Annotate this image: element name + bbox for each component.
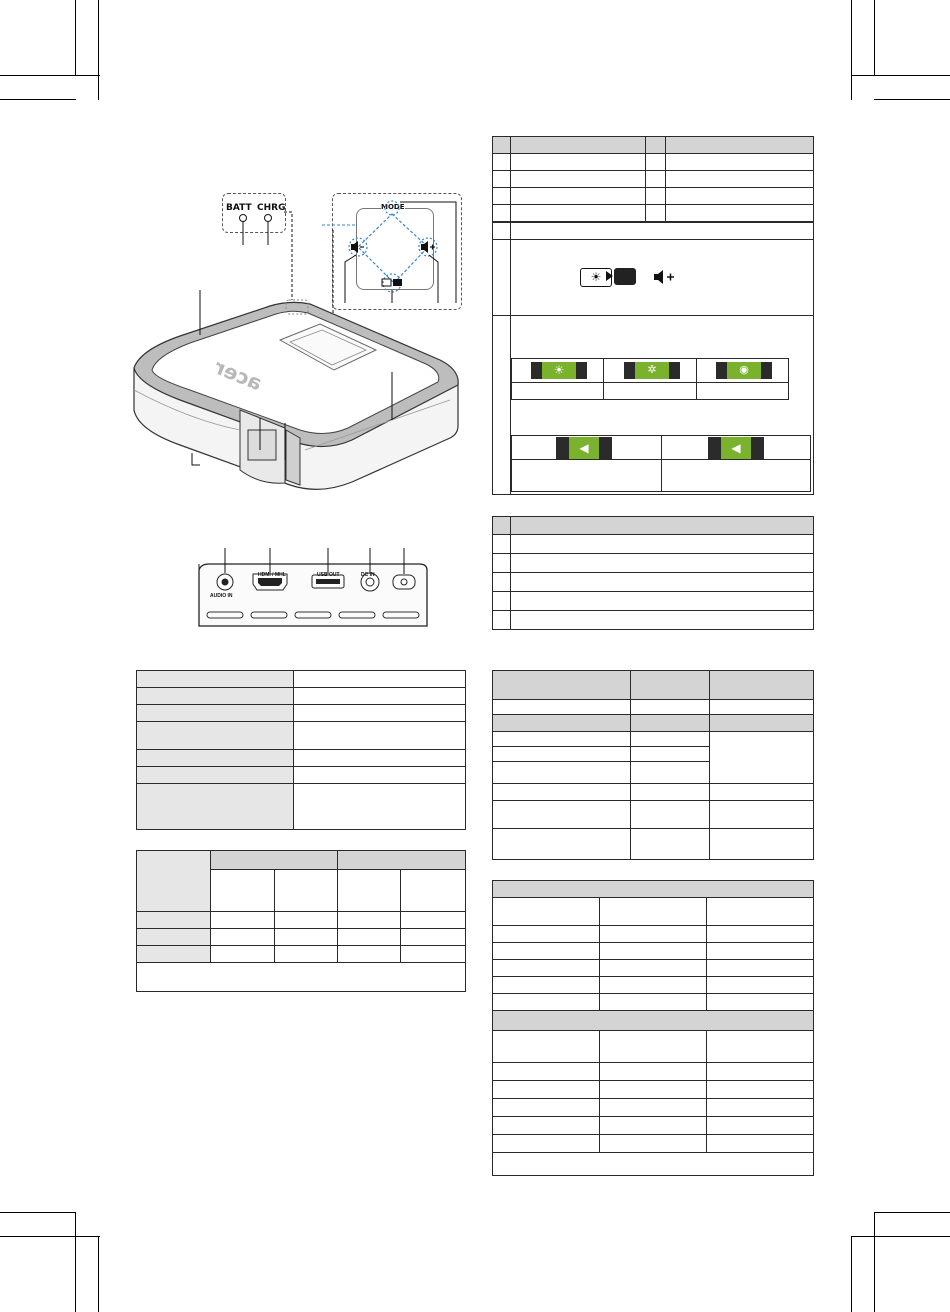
brightness-key-icon: ☀ xyxy=(580,268,612,287)
port-label-hdmi: HDMI / MHL xyxy=(258,572,286,578)
compatibility-table xyxy=(492,670,814,860)
volume-up-osd-icon: ◀ xyxy=(721,437,751,459)
mode-key-dark-icon xyxy=(614,268,636,285)
rear-panel-illustration xyxy=(195,540,435,635)
arrow-right-icon xyxy=(606,271,613,281)
eco-globe-icon: ◉ xyxy=(727,362,761,379)
power-button-icon xyxy=(393,575,415,589)
timing-table xyxy=(492,880,814,1176)
brightness-low-icon: ✲ xyxy=(635,362,669,379)
batt-label: BATT xyxy=(226,203,252,213)
spec-table xyxy=(136,670,466,830)
chrg-label: CHRG xyxy=(257,203,286,213)
volume-up-icon xyxy=(652,268,678,286)
volume-down-icon: ◀ xyxy=(569,437,599,459)
mode-button-label: MODE xyxy=(381,203,405,211)
brand-logo: acer xyxy=(211,354,266,396)
port-label-dc-in: DC IN xyxy=(361,572,375,578)
port-label-usb-out: USB OUT xyxy=(317,572,340,578)
dimension-table xyxy=(136,850,466,992)
mode-button-icon xyxy=(385,201,399,215)
button-table xyxy=(492,136,814,222)
port-label-audio-in: AUDIO IN xyxy=(210,593,233,599)
keypad-ring xyxy=(358,214,428,283)
brightness-high-icon: ☀ xyxy=(542,362,576,379)
projector-illustration xyxy=(120,280,470,500)
indicator-table xyxy=(492,516,814,630)
